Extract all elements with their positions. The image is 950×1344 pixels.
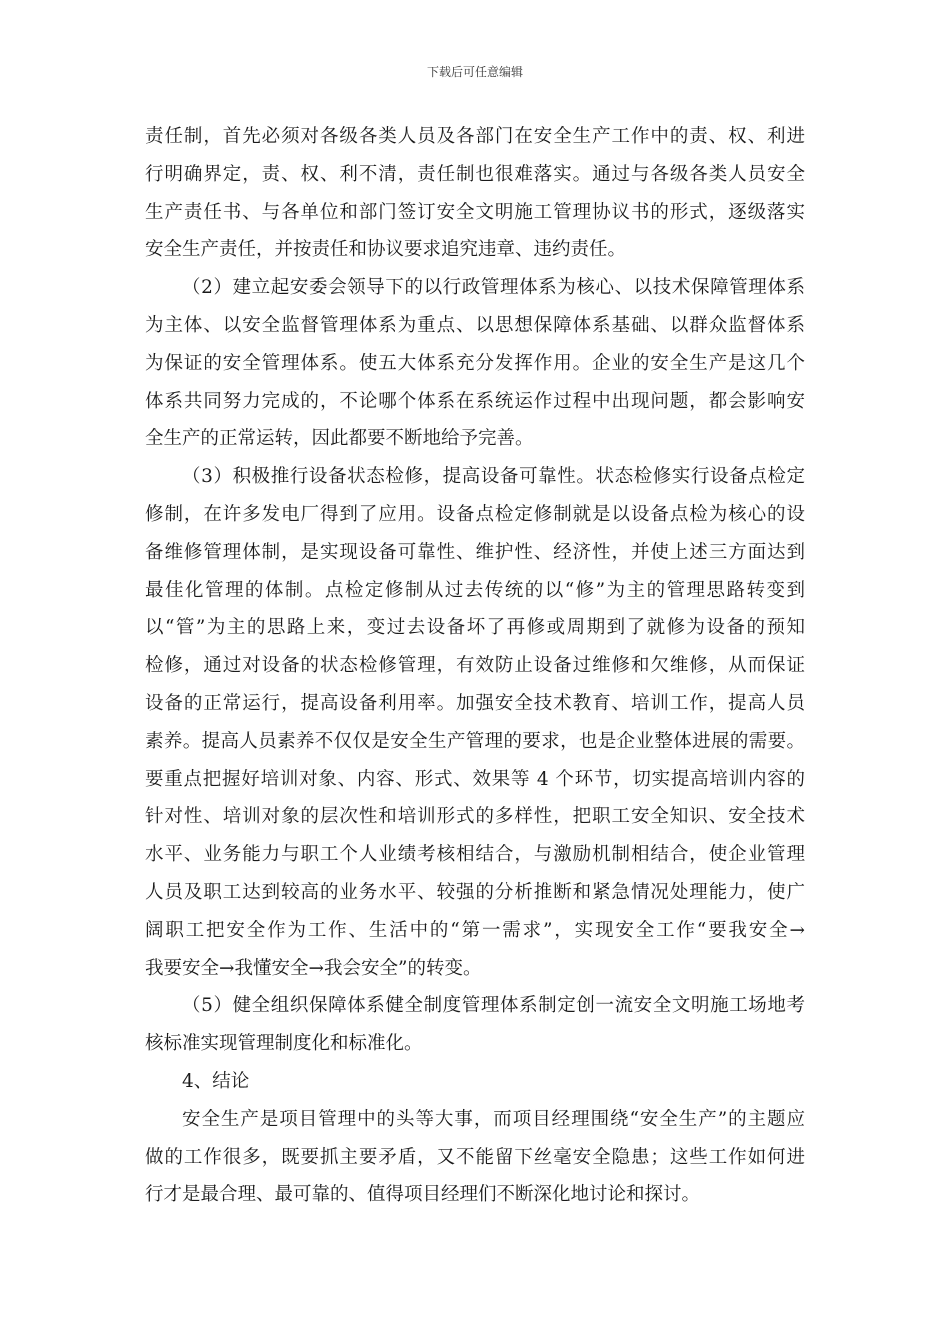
- text-line: 我要安全→我懂安全→我会安全”的转变。: [145, 957, 482, 979]
- text-line: 修制，在许多发电厂得到了应用。设备点检定修制就是以设备点检为核心的设: [145, 503, 805, 525]
- text-line: 责任制，首先必须对各级各类人员及各部门在安全生产工作中的责、权、利进: [145, 126, 805, 147]
- text-line: （2）建立起安委会领导下的以行政管理体系为核心、以技术保障管理体系: [182, 277, 805, 299]
- text-line: 行明确界定，责、权、利不清，责任制也很难落实。通过与各级各类人员安全: [145, 163, 805, 185]
- text-line: 人员及职工达到较高的业务水平、较强的分析推断和紧急情况处理能力，使广: [145, 881, 805, 903]
- text-line: 安全生产责任，并按责任和协议要求追究违章、违约责任。: [145, 239, 627, 261]
- text-line: （5）健全组织保障体系健全制度管理体系制定创一流安全文明施工场地考: [182, 995, 805, 1017]
- section-heading: [145, 1063, 805, 1101]
- text-line: 做的工作很多，既要抓主要矛盾，又不能留下丝毫安全隐患；这些工作如何进: [145, 1146, 805, 1168]
- text-line: 最佳化管理的体制。点检定修制从过去传统的以“修”为主的管理思路转变到: [145, 579, 805, 601]
- document-body: [145, 118, 805, 1214]
- paragraph: [145, 458, 805, 987]
- text-line: 针对性、培训对象的层次性和培训形式的多样性，把职工安全知识、安全技术: [145, 806, 805, 828]
- text-line: 核标准实现管理制度化和标准化。: [145, 1033, 423, 1055]
- text-line: 设备的正常运行，提高设备利用率。加强安全技术教育、培训工作，提高人员: [145, 692, 805, 714]
- text-line: 水平、业务能力与职工个人业绩考核相结合，与激励机制相结合，使企业管理: [145, 844, 805, 866]
- paragraph: [145, 269, 805, 458]
- text-line: 以“管”为主的思路上来，变过去设备坏了再修或周期到了就修为设备的预知: [145, 617, 805, 639]
- text-line: 阔职工把安全作为工作、生活中的“第一需求”，实现安全工作“要我安全→: [145, 919, 805, 941]
- text-line: 为主体、以安全监督管理体系为重点、以思想保障体系基础、以群众监督体系: [145, 314, 805, 336]
- text-line: 行才是最合理、最可靠的、值得项目经理们不断深化地讨论和探讨。: [145, 1184, 701, 1206]
- paragraph: [145, 1101, 805, 1214]
- paragraph: [145, 118, 805, 269]
- text-line: （3）积极推行设备状态检修，提高设备可靠性。状态检修实行设备点检定: [182, 466, 805, 488]
- text-line: 备维修管理体制，是实现设备可靠性、维护性、经济性，并使上述三方面达到: [145, 541, 805, 563]
- text-line: 生产责任书、与各单位和部门签订安全文明施工管理协议书的形式，逐级落实: [145, 201, 805, 223]
- text-line: 检修，通过对设备的状态检修管理，有效防止设备过维修和欠维修，从而保证: [145, 655, 805, 677]
- text-line: 体系共同努力完成的，不论哪个体系在系统运作过程中出现问题，都会影响安: [145, 390, 805, 412]
- paragraph: [145, 987, 805, 1063]
- text-line: 安全生产是项目管理中的头等大事，而项目经理围绕“安全生产”的主题应: [182, 1108, 805, 1130]
- page-header: 下载后可任意编辑: [426, 65, 523, 79]
- heading-text: 4、结论: [182, 1070, 250, 1092]
- text-line: 为保证的安全管理体系。使五大体系充分发挥作用。企业的安全生产是这几个: [145, 352, 805, 374]
- text-line: 素养。提高人员素养不仅仅是安全生产管理的要求，也是企业整体进展的需要。: [145, 730, 805, 752]
- text-line: 要重点把握好培训对象、内容、形式、效果等 4 个环节，切实提高培训内容的: [145, 768, 805, 790]
- text-line: 全生产的正常运转，因此都要不断地给予完善。: [145, 428, 534, 450]
